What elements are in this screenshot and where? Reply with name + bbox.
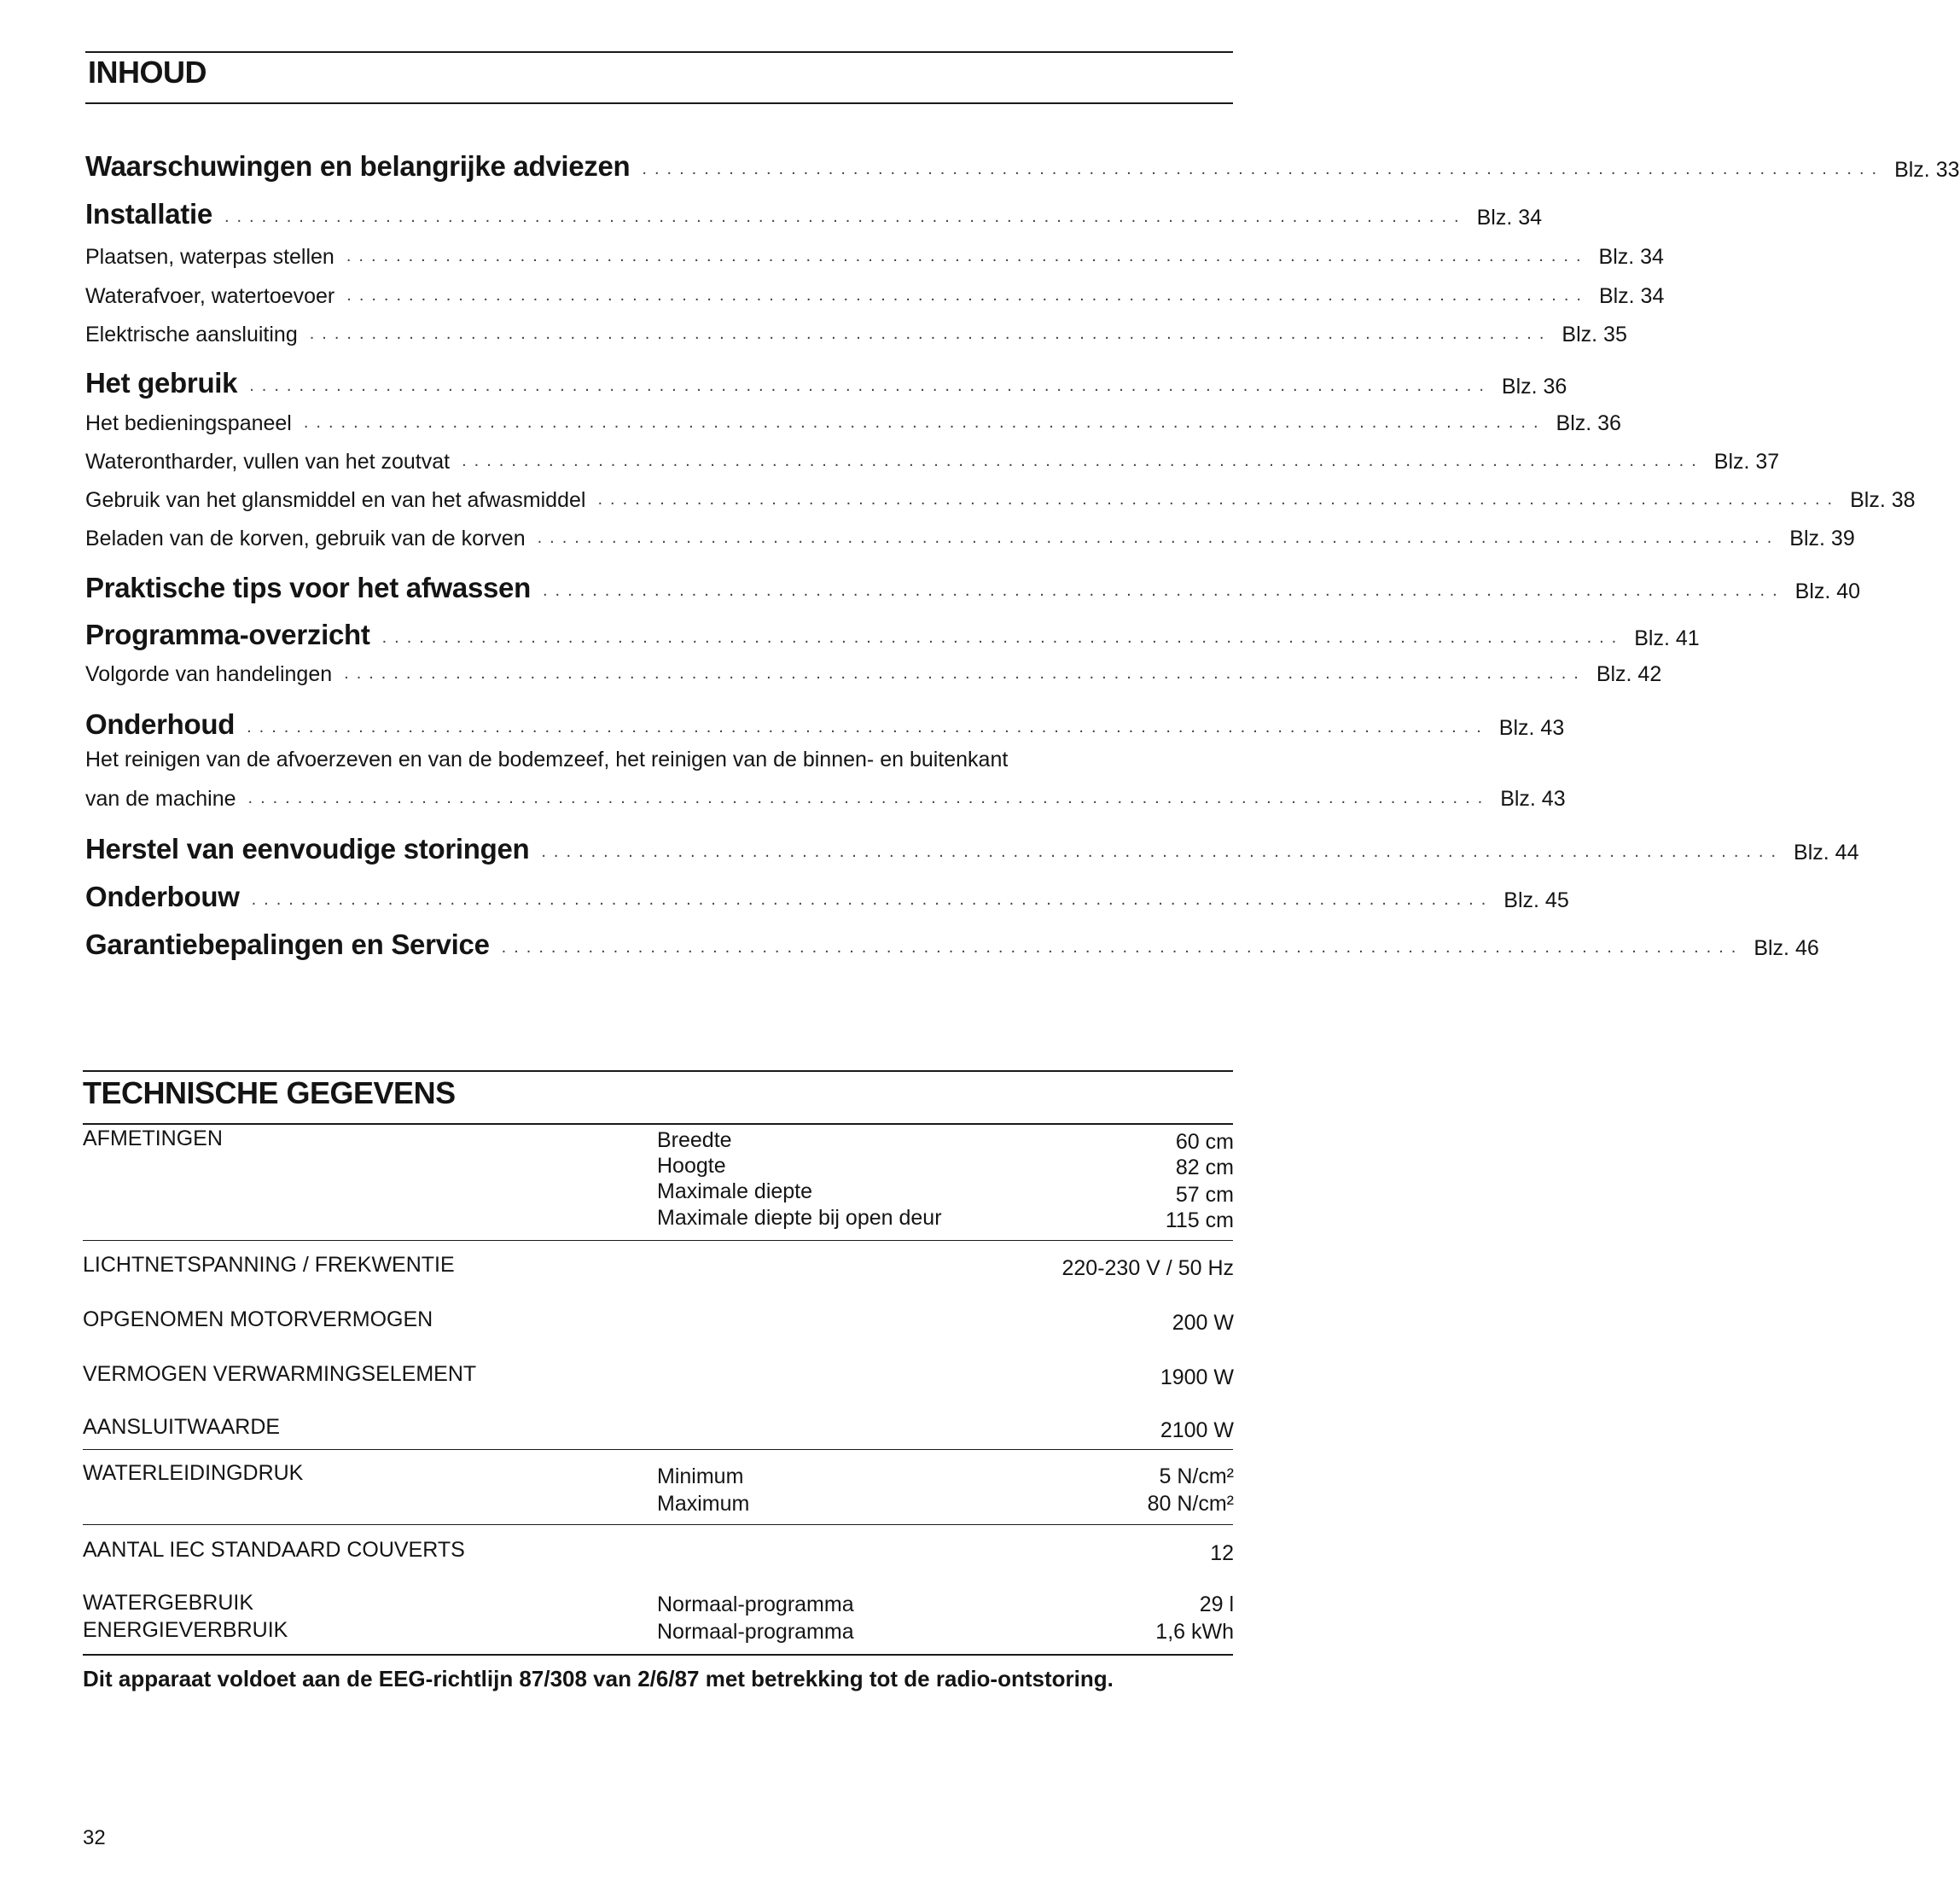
contents-heading: INHOUD xyxy=(88,55,206,90)
toc-entry-title: Onderhoud xyxy=(85,708,236,740)
toc-entry-page: Blz. 41 xyxy=(1634,626,1700,650)
toc-entry-page: Blz. 36 xyxy=(1556,411,1621,435)
toc-leader-dots: .................................................................................................... xyxy=(224,207,1467,226)
toc-entry-page: Blz. 38 xyxy=(1850,488,1916,512)
technical-top-rule xyxy=(83,1070,1233,1072)
dimension-value: 115 cm xyxy=(1165,1208,1234,1232)
toc-entry-title: Garantiebepalingen en Service xyxy=(85,929,490,960)
toc-entry-title: Plaatsen, waterpas stellen xyxy=(85,245,334,269)
toc-entry-title: Programma-overzicht xyxy=(85,619,370,650)
place-settings-label: AANTAL IEC STANDAARD COUVERTS xyxy=(83,1538,465,1562)
pressure-min-label: Minimum xyxy=(657,1464,744,1488)
toc-entry-page: Blz. 42 xyxy=(1596,662,1662,686)
toc-leader-dots: .................................................................................................... xyxy=(642,160,1885,178)
toc-leader-dots: .................................................................................................... xyxy=(309,324,1552,343)
toc-entry xyxy=(85,450,1780,474)
toc-entry xyxy=(85,572,1861,604)
toc-entry-title: Waarschuwingen en belangrijke adviezen xyxy=(85,150,631,182)
toc-entry xyxy=(85,833,1859,865)
toc-entry-title: Elektrische aansluiting xyxy=(85,323,298,346)
energy-use-label: ENERGIEVERBRUIK xyxy=(83,1618,288,1642)
dimensions-rule xyxy=(83,1240,1233,1241)
toc-entry xyxy=(85,367,1567,399)
connected-load-label: AANSLUITWAARDE xyxy=(83,1415,281,1439)
toc-entry-title: Herstel van eenvoudige storingen xyxy=(85,833,530,865)
toc-entry-page: Blz. 46 xyxy=(1754,936,1819,960)
toc-entry xyxy=(85,198,1543,230)
toc-entry-page: Blz. 36 xyxy=(1501,375,1567,399)
dimensions-label: AFMETINGEN xyxy=(83,1127,223,1150)
connected-load-value: 2100 W xyxy=(1160,1418,1234,1442)
dimension-value: 82 cm xyxy=(1175,1156,1234,1179)
toc-entry-page: Blz. 43 xyxy=(1500,787,1566,811)
dimension-name: Breedte xyxy=(657,1128,732,1152)
toc-entry-title: Onderbouw xyxy=(85,881,240,912)
toc-entry-title: Het bedieningspaneel xyxy=(85,411,292,435)
toc-entry xyxy=(85,323,1627,347)
toc-leader-dots: .................................................................................................... xyxy=(381,628,1625,647)
toc-entry xyxy=(85,881,1569,913)
toc-entry-page: Blz. 37 xyxy=(1713,450,1780,474)
toc-entry-page: Blz. 44 xyxy=(1794,841,1859,865)
toc-leader-dots: .................................................................................................... xyxy=(346,247,1589,265)
toc-entry-title: Volgorde van handelingen xyxy=(85,662,333,686)
toc-leader-dots: .................................................................................................... xyxy=(247,718,1489,736)
toc-entry-page: Blz. 43 xyxy=(1498,716,1565,740)
toc-entry-title: Het gebruik xyxy=(85,367,238,399)
pressure-min-value: 5 N/cm² xyxy=(1159,1464,1234,1488)
place-settings-value: 12 xyxy=(1210,1541,1234,1565)
toc-entry xyxy=(85,150,1960,183)
toc-entry xyxy=(85,488,1916,513)
toc-entry xyxy=(85,527,1855,551)
heater-label: VERMOGEN VERWARMINGSELEMENT xyxy=(83,1362,477,1386)
energy-use-value: 1,6 kWh xyxy=(1155,1620,1234,1644)
toc-leader-dots: .................................................................................................... xyxy=(303,413,1546,432)
toc-entry-page: Blz. 34 xyxy=(1476,206,1543,230)
contents-bottom-rule xyxy=(85,102,1233,104)
compliance-note: Dit apparaat voldoet aan de EEG-richtlijn 87/308 van 2/6/87 met betrekking tot de radio-ontstoring. xyxy=(83,1666,1114,1691)
pressure-max-label: Maximum xyxy=(657,1492,750,1516)
motor-label: OPGENOMEN MOTORVERMOGEN xyxy=(83,1307,433,1331)
toc-leader-dots: .................................................................................................... xyxy=(537,528,1780,547)
technical-bottom-rule xyxy=(83,1654,1233,1656)
toc-entry xyxy=(85,245,1664,270)
toc-leader-dots: .................................................................................................... xyxy=(346,286,1589,305)
pressure-rule xyxy=(83,1524,1233,1525)
toc-leader-dots: .................................................................................................... xyxy=(249,376,1492,395)
toc-entry-page: Blz. 39 xyxy=(1789,527,1855,550)
toc-entry xyxy=(85,708,1565,741)
connected-load-rule xyxy=(83,1449,1233,1450)
toc-entry-page: Blz. 45 xyxy=(1503,888,1569,912)
toc-leader-dots: .................................................................................................... xyxy=(542,581,1785,600)
technical-heading-rule xyxy=(83,1123,1233,1125)
toc-entry-page: Blz. 33 xyxy=(1894,158,1960,182)
toc-entry-page: Blz. 35 xyxy=(1562,323,1627,346)
toc-entry-title: Waterontharder, vullen van het zoutvat xyxy=(85,450,451,474)
energy-use-program: Normaal-programma xyxy=(657,1620,854,1644)
toc-leader-dots: .................................................................................................... xyxy=(344,664,1586,683)
water-use-value: 29 l xyxy=(1199,1592,1234,1616)
page-number: 32 xyxy=(83,1826,106,1849)
heater-value: 1900 W xyxy=(1160,1365,1234,1389)
toc-leader-dots: .................................................................................................... xyxy=(462,451,1704,470)
toc-leader-dots: .................................................................................................... xyxy=(541,842,1784,861)
toc-entry-page: Blz. 40 xyxy=(1794,579,1861,603)
toc-entry-title: Installatie xyxy=(85,198,212,230)
toc-entry-title: van de machine xyxy=(85,787,236,811)
toc-entry xyxy=(85,619,1700,651)
toc-entry xyxy=(85,411,1621,436)
toc-entry xyxy=(85,662,1662,687)
water-use-program: Normaal-programma xyxy=(657,1592,854,1616)
dimension-value: 57 cm xyxy=(1175,1183,1234,1207)
pressure-max-value: 80 N/cm² xyxy=(1147,1492,1234,1516)
toc-entry-page: Blz. 34 xyxy=(1598,284,1665,308)
water-use-label: WATERGEBRUIK xyxy=(83,1591,254,1615)
toc-entry-title: Waterafvoer, watertoevoer xyxy=(85,284,335,308)
contents-top-rule xyxy=(85,51,1233,53)
toc-entry xyxy=(85,929,1819,961)
toc-leader-dots: .................................................................................................... xyxy=(251,890,1494,909)
toc-leader-dots: .................................................................................................... xyxy=(597,490,1841,509)
mains-value: 220-230 V / 50 Hz xyxy=(1061,1256,1234,1280)
toc-entry-page: Blz. 34 xyxy=(1598,245,1664,269)
motor-value: 200 W xyxy=(1172,1311,1234,1335)
toc-leader-dots: .................................................................................................... xyxy=(501,938,1744,957)
toc-entry-title: Beladen van de korven, gebruik van de korven xyxy=(85,527,526,550)
toc-entry-title: Gebruik van het glansmiddel en van het afwasmiddel xyxy=(85,488,586,512)
dimension-name: Hoogte xyxy=(657,1154,726,1178)
toc-entry xyxy=(85,787,1566,812)
toc-entry xyxy=(85,284,1665,309)
toc-leader-dots: .................................................................................................... xyxy=(247,789,1491,807)
dimension-value: 60 cm xyxy=(1175,1130,1234,1154)
toc-entry-wrapped-line: Het reinigen van de afvoerzeven en van de bodemzeef, het reinigen van de binnen- en buitenkant xyxy=(85,748,1009,771)
dimension-name: Maximale diepte xyxy=(657,1179,813,1203)
toc-entry-title: Praktische tips voor het afwassen xyxy=(85,572,531,603)
technical-heading: TECHNISCHE GEGEVENS xyxy=(83,1075,456,1110)
pressure-label: WATERLEIDINGDRUK xyxy=(83,1461,304,1485)
dimension-name: Maximale diepte bij open deur xyxy=(657,1206,942,1230)
mains-label: LICHTNETSPANNING / FREKWENTIE xyxy=(83,1253,455,1277)
